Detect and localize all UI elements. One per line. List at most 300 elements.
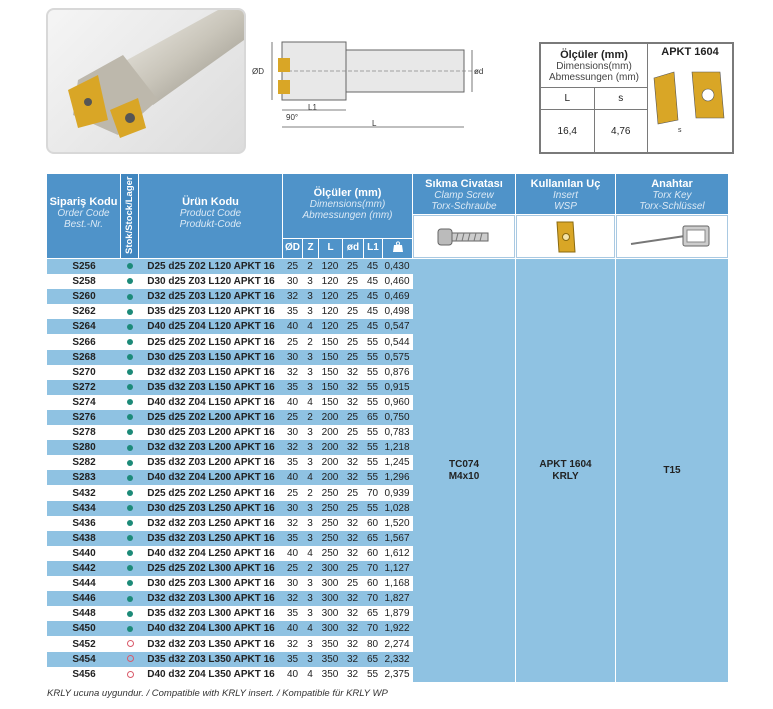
dim-L1: 65 bbox=[366, 532, 379, 544]
dim-L: 250 bbox=[321, 517, 339, 529]
dim-od: 32 bbox=[346, 638, 359, 650]
order-code: S436 bbox=[72, 517, 96, 529]
sub-header-Z: Z bbox=[303, 239, 318, 258]
order-code: S272 bbox=[72, 381, 96, 393]
order-code: S270 bbox=[72, 366, 96, 378]
dim-L1: 55 bbox=[366, 668, 379, 680]
dim-od: 32 bbox=[346, 472, 359, 484]
order-code: S452 bbox=[72, 638, 96, 650]
dim-D: 25 bbox=[286, 487, 299, 499]
dim-D: 30 bbox=[286, 502, 299, 514]
dim-od: 32 bbox=[346, 457, 359, 469]
dim-L1: 45 bbox=[366, 291, 379, 303]
dim-Z: 4 bbox=[307, 396, 313, 408]
dim-L1: 65 bbox=[366, 608, 379, 620]
product-code: D35 d32 Z03 L200 APKT 16 bbox=[147, 457, 275, 469]
in-stock-icon bbox=[127, 626, 133, 632]
dim-od: 25 bbox=[346, 261, 359, 272]
dim-L1: 70 bbox=[366, 487, 379, 499]
order-code: S450 bbox=[72, 623, 96, 635]
dim-Z: 2 bbox=[307, 563, 313, 574]
dim-od: 25 bbox=[346, 351, 359, 363]
dim-L: 300 bbox=[321, 563, 339, 574]
dim-Z: 3 bbox=[307, 306, 313, 318]
order-code: S434 bbox=[72, 502, 96, 514]
in-stock-icon bbox=[127, 263, 133, 269]
weight: 0,498 bbox=[384, 306, 410, 318]
dim-Z: 3 bbox=[307, 291, 313, 303]
in-stock-icon bbox=[127, 460, 133, 466]
dim-L: 150 bbox=[321, 351, 339, 363]
stock-status bbox=[121, 350, 139, 365]
weight: 1,922 bbox=[384, 623, 410, 635]
svg-text:s: s bbox=[678, 127, 682, 134]
dim-od: 25 bbox=[346, 336, 359, 348]
weight: 1,520 bbox=[384, 517, 410, 529]
in-stock-icon bbox=[127, 535, 133, 541]
dim-L1: 55 bbox=[366, 472, 379, 484]
weight: 0,876 bbox=[384, 366, 410, 378]
in-stock-icon bbox=[127, 339, 133, 345]
insert-value: APKT 1604 KRLY bbox=[516, 259, 615, 682]
dim-D: 35 bbox=[286, 457, 299, 469]
dim-L: 250 bbox=[321, 502, 339, 514]
order-code: S448 bbox=[72, 608, 96, 620]
in-stock-icon bbox=[127, 520, 133, 526]
stock-status bbox=[121, 561, 139, 576]
order-code: S278 bbox=[72, 427, 96, 439]
dim-Z: 3 bbox=[307, 276, 313, 288]
product-code: D32 d32 Z03 L150 APKT 16 bbox=[147, 366, 275, 378]
weight: 1,567 bbox=[384, 532, 410, 544]
dim-Z: 4 bbox=[307, 472, 313, 484]
dim-od: 32 bbox=[346, 668, 359, 680]
dim-Z: 3 bbox=[307, 427, 313, 439]
dim-L1: 55 bbox=[366, 351, 379, 363]
header-insert: Kullanılan Uç Insert WSP bbox=[516, 174, 615, 214]
header-torx-key: Anahtar Torx Key Torx-Schlüssel bbox=[616, 174, 728, 214]
dim-D: 32 bbox=[286, 593, 299, 605]
stock-status bbox=[121, 304, 139, 319]
dim-Z: 2 bbox=[307, 261, 313, 272]
dim-od: 32 bbox=[346, 442, 359, 454]
dim-od: 25 bbox=[346, 412, 359, 423]
order-code: S440 bbox=[72, 547, 96, 559]
weight: 1,879 bbox=[384, 608, 410, 620]
product-code: D40 d32 Z04 L250 APKT 16 bbox=[147, 547, 275, 559]
stock-status bbox=[121, 621, 139, 636]
dim-D: 30 bbox=[286, 578, 299, 590]
sub-header-D: ØD bbox=[283, 239, 302, 258]
dim-L: 250 bbox=[321, 547, 339, 559]
dim-od: 32 bbox=[346, 381, 359, 393]
sub-header-od: ød bbox=[343, 239, 363, 258]
dim-L1: 55 bbox=[366, 442, 379, 454]
product-code: D30 d25 Z03 L150 APKT 16 bbox=[147, 351, 275, 363]
compatibility-note: KRLY ucuna uygundur. / Compatible with KRLY insert. / Kompatible für KRLY WP bbox=[47, 688, 388, 699]
weight: 1,218 bbox=[384, 442, 410, 454]
stock-status bbox=[121, 501, 139, 516]
dim-L1: 60 bbox=[366, 517, 379, 529]
in-stock-icon bbox=[127, 354, 133, 360]
product-code: D35 d32 Z03 L300 APKT 16 bbox=[147, 608, 275, 620]
stock-status bbox=[121, 531, 139, 546]
dim-od: 25 bbox=[346, 306, 359, 318]
order-code: S454 bbox=[72, 653, 96, 665]
stock-status bbox=[121, 591, 139, 606]
stock-status bbox=[121, 667, 139, 682]
weight-icon bbox=[392, 241, 404, 253]
dim-L: 300 bbox=[321, 593, 339, 605]
product-code: D40 d32 Z04 L150 APKT 16 bbox=[147, 396, 275, 408]
in-stock-icon bbox=[127, 278, 133, 284]
dim-Z: 4 bbox=[307, 668, 313, 680]
order-code: S262 bbox=[72, 306, 96, 318]
dim-D: 40 bbox=[286, 321, 299, 333]
dim-Z: 3 bbox=[307, 381, 313, 393]
angle-label: 90° bbox=[286, 113, 299, 122]
order-code: S276 bbox=[72, 412, 96, 423]
insert-image bbox=[516, 215, 615, 258]
stock-status bbox=[121, 486, 139, 501]
dim-L1: 45 bbox=[366, 321, 379, 333]
dim-L1: 55 bbox=[366, 396, 379, 408]
stock-status bbox=[121, 425, 139, 440]
dim-Z: 3 bbox=[307, 502, 313, 514]
stock-status bbox=[121, 516, 139, 531]
dim-D: 32 bbox=[286, 442, 299, 454]
torx-key-icon bbox=[627, 222, 717, 252]
dim-D: 25 bbox=[286, 336, 299, 348]
insert-spec-box bbox=[539, 42, 734, 154]
dim-od: 32 bbox=[346, 396, 359, 408]
dim-L1: 55 bbox=[366, 366, 379, 378]
order-code: S438 bbox=[72, 532, 96, 544]
stock-status bbox=[121, 440, 139, 455]
dim-Z: 3 bbox=[307, 578, 313, 590]
dim-Z: 4 bbox=[307, 547, 313, 559]
dim-L: 120 bbox=[321, 276, 339, 288]
product-code: D40 d32 Z04 L200 APKT 16 bbox=[147, 472, 275, 484]
order-code: S442 bbox=[72, 563, 96, 574]
stock-status bbox=[121, 606, 139, 621]
weight: 1,296 bbox=[384, 472, 410, 484]
in-stock-icon bbox=[127, 369, 133, 375]
dim-od: 25 bbox=[346, 487, 359, 499]
insert-icon bbox=[555, 220, 577, 254]
dim-L1: 60 bbox=[366, 578, 379, 590]
dim-D-label: ØD bbox=[252, 67, 264, 76]
dim-D: 40 bbox=[286, 623, 299, 635]
sub-header-L1: L1 bbox=[364, 239, 382, 258]
weight: 0,915 bbox=[384, 381, 410, 393]
sub-header-L: L bbox=[319, 239, 342, 258]
torx-key-value: T15 bbox=[616, 259, 728, 682]
dim-L: 200 bbox=[321, 457, 339, 469]
dim-L: 150 bbox=[321, 396, 339, 408]
dim-Z: 3 bbox=[307, 532, 313, 544]
product-code: D30 d25 Z03 L200 APKT 16 bbox=[147, 427, 275, 439]
header-order-code: Sipariş Kodu Order Code Best.-Nr. bbox=[47, 174, 120, 258]
dim-L1: 60 bbox=[366, 547, 379, 559]
dim-Z: 3 bbox=[307, 638, 313, 650]
stock-status bbox=[121, 319, 139, 334]
dim-L1: 55 bbox=[366, 457, 379, 469]
weight: 1,168 bbox=[384, 578, 410, 590]
order-code: S446 bbox=[72, 593, 96, 605]
product-code: D35 d32 Z03 L350 APKT 16 bbox=[147, 653, 275, 665]
dim-L1: 45 bbox=[366, 276, 379, 288]
dim-od: 25 bbox=[346, 427, 359, 439]
in-stock-icon bbox=[127, 490, 133, 496]
weight: 1,245 bbox=[384, 457, 410, 469]
stock-status bbox=[121, 365, 139, 380]
weight: 0,469 bbox=[384, 291, 410, 303]
weight: 0,460 bbox=[384, 276, 410, 288]
order-code: S264 bbox=[72, 321, 96, 333]
weight: 2,274 bbox=[384, 638, 410, 650]
out-of-stock-icon bbox=[127, 640, 134, 647]
product-code: D32 d32 Z03 L300 APKT 16 bbox=[147, 593, 275, 605]
dim-Z: 3 bbox=[307, 517, 313, 529]
spec-val-s: 4,76 bbox=[594, 110, 648, 153]
stock-status bbox=[121, 455, 139, 470]
product-code: D35 d25 Z03 L120 APKT 16 bbox=[147, 306, 275, 318]
dim-od: 25 bbox=[346, 276, 359, 288]
weight: 1,827 bbox=[384, 593, 410, 605]
weight: 0,750 bbox=[384, 412, 410, 423]
in-stock-icon bbox=[127, 294, 133, 300]
product-code: D25 d25 Z02 L200 APKT 16 bbox=[147, 412, 275, 423]
product-code: D25 d25 Z02 L120 APKT 16 bbox=[147, 261, 275, 272]
order-code: S266 bbox=[72, 336, 96, 348]
stock-status bbox=[121, 470, 139, 485]
dim-L1: 55 bbox=[366, 381, 379, 393]
dim-L1: 70 bbox=[366, 563, 379, 574]
out-of-stock-icon bbox=[127, 671, 134, 678]
in-stock-icon bbox=[127, 324, 133, 330]
dim-L1: 45 bbox=[366, 261, 379, 272]
order-code: S268 bbox=[72, 351, 96, 363]
product-table bbox=[47, 174, 728, 682]
order-code: S258 bbox=[72, 276, 96, 288]
screw-icon bbox=[434, 224, 494, 250]
product-code: D40 d32 Z04 L350 APKT 16 bbox=[147, 668, 275, 680]
order-code: S456 bbox=[72, 668, 96, 680]
weight: 2,332 bbox=[384, 653, 410, 665]
dim-D: 35 bbox=[286, 532, 299, 544]
dim-L: 300 bbox=[321, 578, 339, 590]
order-code: S282 bbox=[72, 457, 96, 469]
stock-status bbox=[121, 395, 139, 410]
order-code: S256 bbox=[72, 261, 96, 272]
stock-status bbox=[121, 410, 139, 425]
dim-od: 32 bbox=[346, 532, 359, 544]
in-stock-icon bbox=[127, 399, 133, 405]
in-stock-icon bbox=[127, 505, 133, 511]
dim-L: 200 bbox=[321, 427, 339, 439]
header-stock: Stok/Stock/Lager bbox=[121, 174, 138, 258]
order-code: S432 bbox=[72, 487, 96, 499]
dim-Z: 4 bbox=[307, 623, 313, 635]
dim-L: 150 bbox=[321, 381, 339, 393]
dim-D: 25 bbox=[286, 563, 299, 574]
in-stock-icon bbox=[127, 414, 133, 420]
weight: 0,575 bbox=[384, 351, 410, 363]
product-code: D25 d25 Z02 L150 APKT 16 bbox=[147, 336, 275, 348]
dim-od: 25 bbox=[346, 502, 359, 514]
dim-od: 25 bbox=[346, 291, 359, 303]
order-code: S260 bbox=[72, 291, 96, 303]
dim-L: 120 bbox=[321, 321, 339, 333]
dim-D: 35 bbox=[286, 306, 299, 318]
dim-od: 25 bbox=[346, 578, 359, 590]
weight: 1,028 bbox=[384, 502, 410, 514]
dim-od: 32 bbox=[346, 517, 359, 529]
dim-L: 250 bbox=[321, 487, 339, 499]
torx-key-image bbox=[616, 215, 728, 258]
dim-L1: 55 bbox=[366, 336, 379, 348]
dim-Z: 3 bbox=[307, 593, 313, 605]
dim-L: 350 bbox=[321, 668, 339, 680]
dim-Z: 2 bbox=[307, 487, 313, 499]
dim-L1: 80 bbox=[366, 638, 379, 650]
dim-L: 150 bbox=[321, 336, 339, 348]
product-code: D40 d25 Z04 L120 APKT 16 bbox=[147, 321, 275, 333]
dim-L1: 65 bbox=[366, 653, 379, 665]
dim-Z: 3 bbox=[307, 442, 313, 454]
dim-od: 32 bbox=[346, 593, 359, 605]
weight: 0,430 bbox=[384, 261, 410, 272]
dim-D: 25 bbox=[286, 261, 299, 272]
clamp-screw-image bbox=[413, 215, 515, 258]
product-photo bbox=[46, 8, 246, 154]
dim-Z: 4 bbox=[307, 321, 313, 333]
product-code: D30 d25 Z03 L250 APKT 16 bbox=[147, 502, 275, 514]
product-code: D32 d32 Z03 L200 APKT 16 bbox=[147, 442, 275, 454]
dim-L: 350 bbox=[321, 638, 339, 650]
product-code: D30 d25 Z03 L120 APKT 16 bbox=[147, 276, 275, 288]
in-stock-icon bbox=[127, 429, 133, 435]
stock-status bbox=[121, 380, 139, 395]
in-stock-icon bbox=[127, 384, 133, 390]
stock-status bbox=[121, 637, 139, 652]
stock-status bbox=[121, 259, 139, 274]
dim-Z: 2 bbox=[307, 412, 313, 423]
dim-D: 32 bbox=[286, 291, 299, 303]
l-label: L bbox=[372, 119, 377, 128]
dim-Z: 3 bbox=[307, 653, 313, 665]
header-product-code: Ürün Kodu Product Code Produkt-Code bbox=[139, 174, 282, 258]
dim-d-label: ød bbox=[474, 67, 484, 76]
dim-Z: 3 bbox=[307, 608, 313, 620]
dim-L: 300 bbox=[321, 623, 339, 635]
dim-D: 35 bbox=[286, 381, 299, 393]
dim-D: 35 bbox=[286, 608, 299, 620]
dim-L1: 55 bbox=[366, 427, 379, 439]
in-stock-icon bbox=[127, 550, 133, 556]
dim-D: 30 bbox=[286, 351, 299, 363]
dim-D: 30 bbox=[286, 276, 299, 288]
order-code: S280 bbox=[72, 442, 96, 454]
weight: 1,127 bbox=[384, 563, 410, 574]
weight: 0,547 bbox=[384, 321, 410, 333]
dim-D: 40 bbox=[286, 396, 299, 408]
dim-L: 120 bbox=[321, 261, 339, 272]
product-code: D25 d25 Z02 L300 APKT 16 bbox=[147, 563, 275, 574]
dim-od: 25 bbox=[346, 563, 359, 574]
insert-drawing-icon bbox=[648, 58, 732, 138]
out-of-stock-icon bbox=[127, 655, 134, 662]
stock-status bbox=[121, 546, 139, 561]
stock-status bbox=[121, 289, 139, 304]
dim-Z: 3 bbox=[307, 366, 313, 378]
milling-cutter-photo bbox=[48, 10, 244, 152]
dim-L: 120 bbox=[321, 291, 339, 303]
spec-insert-title: APKT 1604 bbox=[661, 46, 719, 58]
in-stock-icon bbox=[127, 611, 133, 617]
dim-D: 40 bbox=[286, 668, 299, 680]
dim-Z: 3 bbox=[307, 351, 313, 363]
stock-status bbox=[121, 652, 139, 667]
stock-status bbox=[121, 274, 139, 289]
dim-od: 32 bbox=[346, 608, 359, 620]
header-clamp-screw: Sıkma Civatası Clamp Screw Torx-Schraube bbox=[413, 174, 515, 214]
dim-L1: 45 bbox=[366, 306, 379, 318]
dim-od: 32 bbox=[346, 366, 359, 378]
spec-val-l: 16,4 bbox=[541, 110, 595, 153]
product-code: D32 d32 Z03 L250 APKT 16 bbox=[147, 517, 275, 529]
dim-D: 40 bbox=[286, 472, 299, 484]
dim-od: 32 bbox=[346, 547, 359, 559]
dim-L: 250 bbox=[321, 532, 339, 544]
product-code: D30 d25 Z03 L300 APKT 16 bbox=[147, 578, 275, 590]
product-code: D35 d32 Z03 L250 APKT 16 bbox=[147, 532, 275, 544]
weight: 0,939 bbox=[384, 487, 410, 499]
order-code: S444 bbox=[72, 578, 96, 590]
dim-L: 200 bbox=[321, 472, 339, 484]
dim-L1: 70 bbox=[366, 593, 379, 605]
dim-L: 200 bbox=[321, 442, 339, 454]
in-stock-icon bbox=[127, 596, 133, 602]
l1-label: L1 bbox=[308, 103, 317, 112]
weight: 2,375 bbox=[384, 668, 410, 680]
weight: 0,544 bbox=[384, 336, 410, 348]
product-code: D32 d32 Z03 L350 APKT 16 bbox=[147, 638, 275, 650]
dim-od: 32 bbox=[346, 653, 359, 665]
dim-D: 35 bbox=[286, 653, 299, 665]
dim-L: 300 bbox=[321, 608, 339, 620]
dim-D: 30 bbox=[286, 427, 299, 439]
dim-L: 350 bbox=[321, 653, 339, 665]
product-code: D25 d25 Z02 L250 APKT 16 bbox=[147, 487, 275, 499]
dim-D: 25 bbox=[286, 412, 299, 423]
dim-L1: 65 bbox=[366, 412, 379, 423]
stock-status bbox=[121, 335, 139, 350]
product-code: D32 d25 Z03 L120 APKT 16 bbox=[147, 291, 275, 303]
in-stock-icon bbox=[127, 309, 133, 315]
spec-col-l: L bbox=[541, 88, 595, 110]
order-code: S283 bbox=[72, 472, 96, 484]
product-code: D35 d32 Z03 L150 APKT 16 bbox=[147, 381, 275, 393]
in-stock-icon bbox=[127, 565, 133, 571]
header-dimensions: Ölçüler (mm) Dimensions(mm) Abmessungen (mm) bbox=[283, 174, 412, 238]
in-stock-icon bbox=[127, 445, 133, 451]
weight: 0,960 bbox=[384, 396, 410, 408]
weight: 1,612 bbox=[384, 547, 410, 559]
order-code: S274 bbox=[72, 396, 96, 408]
in-stock-icon bbox=[127, 580, 133, 586]
